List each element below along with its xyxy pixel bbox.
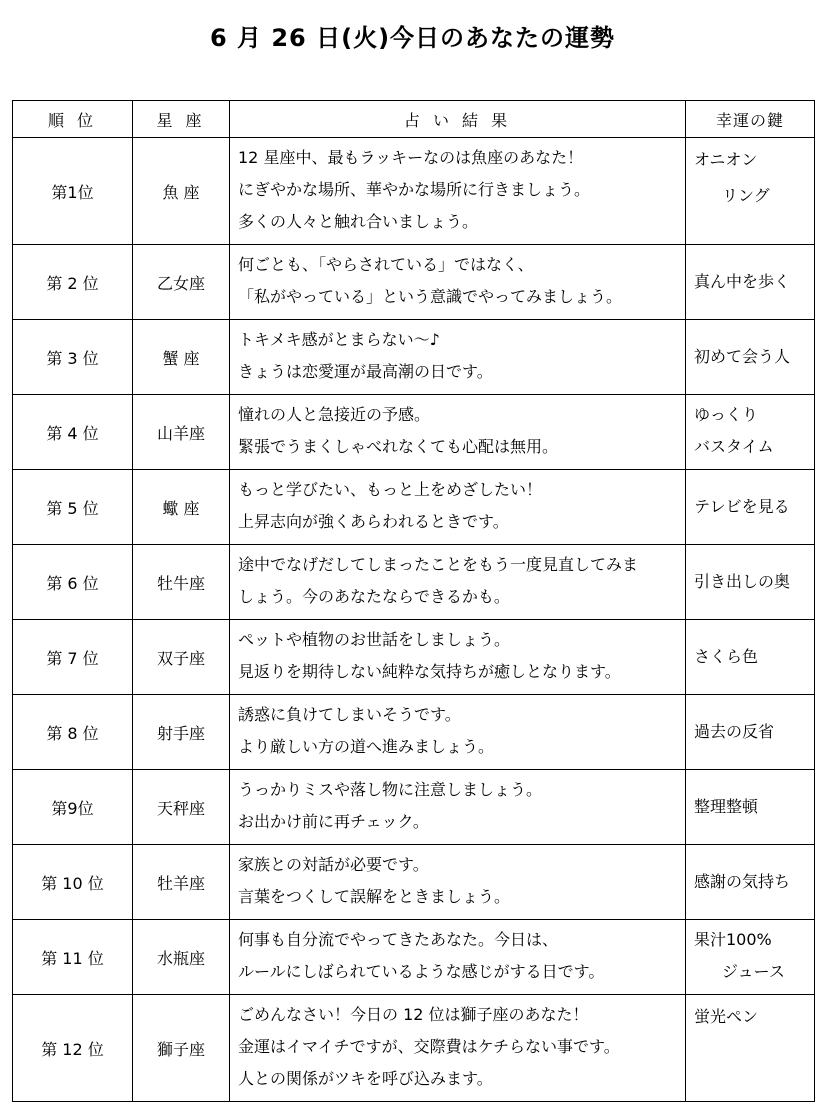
result-line: 上昇志向が強くあらわれるときです。 xyxy=(238,512,509,531)
rank-cell: 第 2 位 xyxy=(13,245,133,320)
header-rank: 順 位 xyxy=(13,101,133,138)
rank-cell: 第 6 位 xyxy=(13,545,133,620)
table-row xyxy=(13,395,815,470)
rank-cell: 第 10 位 xyxy=(13,845,133,920)
result-line: 家族との対話が必要です。 xyxy=(238,855,429,874)
result-cell xyxy=(230,138,686,245)
key-cell xyxy=(686,695,815,770)
key-line: ジュース xyxy=(722,962,785,981)
result-line: 見返りを期待しない純粋な気持ちが癒しとなります。 xyxy=(238,662,621,681)
rank-cell: 第 7 位 xyxy=(13,620,133,695)
key-line: 引き出しの奥 xyxy=(694,572,791,591)
result-line: ルールにしばられているような感じがする日です。 xyxy=(238,962,605,981)
key-cell xyxy=(686,995,815,1102)
rank-cell: 第9位 xyxy=(13,770,133,845)
sign-cell: 牡羊座 xyxy=(133,845,230,920)
result-cell xyxy=(230,845,686,920)
result-cell xyxy=(230,545,686,620)
result-line: きょうは恋愛運が最高潮の日です。 xyxy=(238,362,493,381)
result-line: にぎやかな場所、華やかな場所に行きましょう。 xyxy=(238,180,591,199)
sign-cell: 水瓶座 xyxy=(133,920,230,995)
key-cell xyxy=(686,845,815,920)
result-line: トキメキ感がとまらない～♪ xyxy=(238,330,440,349)
key-line: オニオン xyxy=(694,150,758,169)
result-line: 緊張でうまくしゃべれなくても心配は無用。 xyxy=(238,437,559,456)
rank-cell: 第1位 xyxy=(13,138,133,245)
result-line: 言葉をつくして誤解をときましょう。 xyxy=(238,887,511,906)
key-line: テレビを見る xyxy=(694,497,790,516)
rank-cell: 第 8 位 xyxy=(13,695,133,770)
table-row xyxy=(13,545,815,620)
sign-cell: 魚 座 xyxy=(133,138,230,245)
key-line: 真ん中を歩く xyxy=(694,272,791,291)
result-line: 途中でなげだしてしまったことをもう一度見直してみま xyxy=(238,555,639,574)
table-row xyxy=(13,138,815,245)
result-line: お出かけ前に再チェック。 xyxy=(238,812,429,831)
header-sign: 星 座 xyxy=(133,101,230,138)
key-line: 過去の反省 xyxy=(694,722,775,741)
result-line: 「私がやっている」という意識でやってみましょう。 xyxy=(238,287,623,306)
key-cell xyxy=(686,320,815,395)
result-line: うっかりミスや落し物に注意しましょう。 xyxy=(238,780,543,799)
sign-cell: 射手座 xyxy=(133,695,230,770)
result-line: より厳しい方の道へ進みましょう。 xyxy=(238,737,495,756)
result-cell xyxy=(230,620,686,695)
rank-cell: 第 4 位 xyxy=(13,395,133,470)
result-line: 何ごとも、「やらされている」ではなく、 xyxy=(238,255,534,274)
key-line: ゆっくり xyxy=(694,405,758,424)
key-cell xyxy=(686,395,815,470)
sign-cell: 蠍 座 xyxy=(133,470,230,545)
sign-cell: 牡牛座 xyxy=(133,545,230,620)
result-line: しょう。今のあなたならできるかも。 xyxy=(238,587,510,606)
key-line: リング xyxy=(722,186,770,205)
sign-cell: 乙女座 xyxy=(133,245,230,320)
key-cell xyxy=(686,245,815,320)
rank-cell: 第 5 位 xyxy=(13,470,133,545)
key-cell xyxy=(686,138,815,245)
key-cell xyxy=(686,470,815,545)
result-line: 多くの人々と触れ合いましょう。 xyxy=(238,212,479,231)
rank-cell: 第 11 位 xyxy=(13,920,133,995)
table-row xyxy=(13,470,815,545)
table-header-row xyxy=(13,101,815,138)
table-row xyxy=(13,695,815,770)
key-line: 整理整頓 xyxy=(694,797,759,816)
result-line: 何事も自分流でやってきたあなた。今日は、 xyxy=(238,930,559,949)
table-row xyxy=(13,995,815,1102)
key-cell xyxy=(686,545,815,620)
sign-cell: 山羊座 xyxy=(133,395,230,470)
sign-cell: 蟹 座 xyxy=(133,320,230,395)
result-cell xyxy=(230,920,686,995)
key-line: 感謝の気持ち xyxy=(694,872,791,891)
header-result: 占 い 結 果 xyxy=(230,101,686,138)
sign-cell: 双子座 xyxy=(133,620,230,695)
result-line: 12 星座中、最もラッキーなのは魚座のあなた！ xyxy=(238,148,584,167)
result-line: 誘惑に負けてしまいそうです。 xyxy=(238,705,461,724)
result-cell xyxy=(230,395,686,470)
result-line: ペットや植物のお世話をしましょう。 xyxy=(238,630,511,649)
table-row xyxy=(13,245,815,320)
header-key: 幸運の鍵 xyxy=(686,101,815,138)
rank-cell: 第 3 位 xyxy=(13,320,133,395)
sign-cell: 獅子座 xyxy=(133,995,230,1102)
result-line: 金運はイマイチですが、交際費はケチらない事です。 xyxy=(238,1037,620,1056)
key-cell xyxy=(686,770,815,845)
key-line: 蛍光ペン xyxy=(694,1007,759,1026)
key-line: さくら色 xyxy=(694,647,759,666)
page-title: 6 月 26 日(火)今日のあなたの運勢 xyxy=(209,24,616,52)
table-row xyxy=(13,770,815,845)
result-cell xyxy=(230,470,686,545)
table-row xyxy=(13,920,815,995)
key-cell xyxy=(686,620,815,695)
result-cell xyxy=(230,770,686,845)
result-line: 人との関係がツキを呼び込みます。 xyxy=(238,1069,493,1088)
sign-cell: 天秤座 xyxy=(133,770,230,845)
table-row xyxy=(13,845,815,920)
result-cell xyxy=(230,695,686,770)
rank-cell: 第 12 位 xyxy=(13,995,133,1102)
key-line: 初めて会う人 xyxy=(694,347,791,366)
table-row xyxy=(13,620,815,695)
key-cell xyxy=(686,920,815,995)
result-line: ごめんなさい！今日の 12 位は獅子座のあなた！ xyxy=(238,1005,589,1024)
fortune-table xyxy=(12,100,815,1102)
result-cell xyxy=(230,995,686,1102)
table-row xyxy=(13,320,815,395)
result-cell xyxy=(230,320,686,395)
result-line: 憧れの人と急接近の予感。 xyxy=(238,405,431,424)
key-line: バスタイム xyxy=(694,437,774,456)
result-cell xyxy=(230,245,686,320)
result-line: もっと学びたい、もっと上をめざしたい！ xyxy=(238,480,543,499)
key-line: 果汁100% xyxy=(694,930,772,949)
